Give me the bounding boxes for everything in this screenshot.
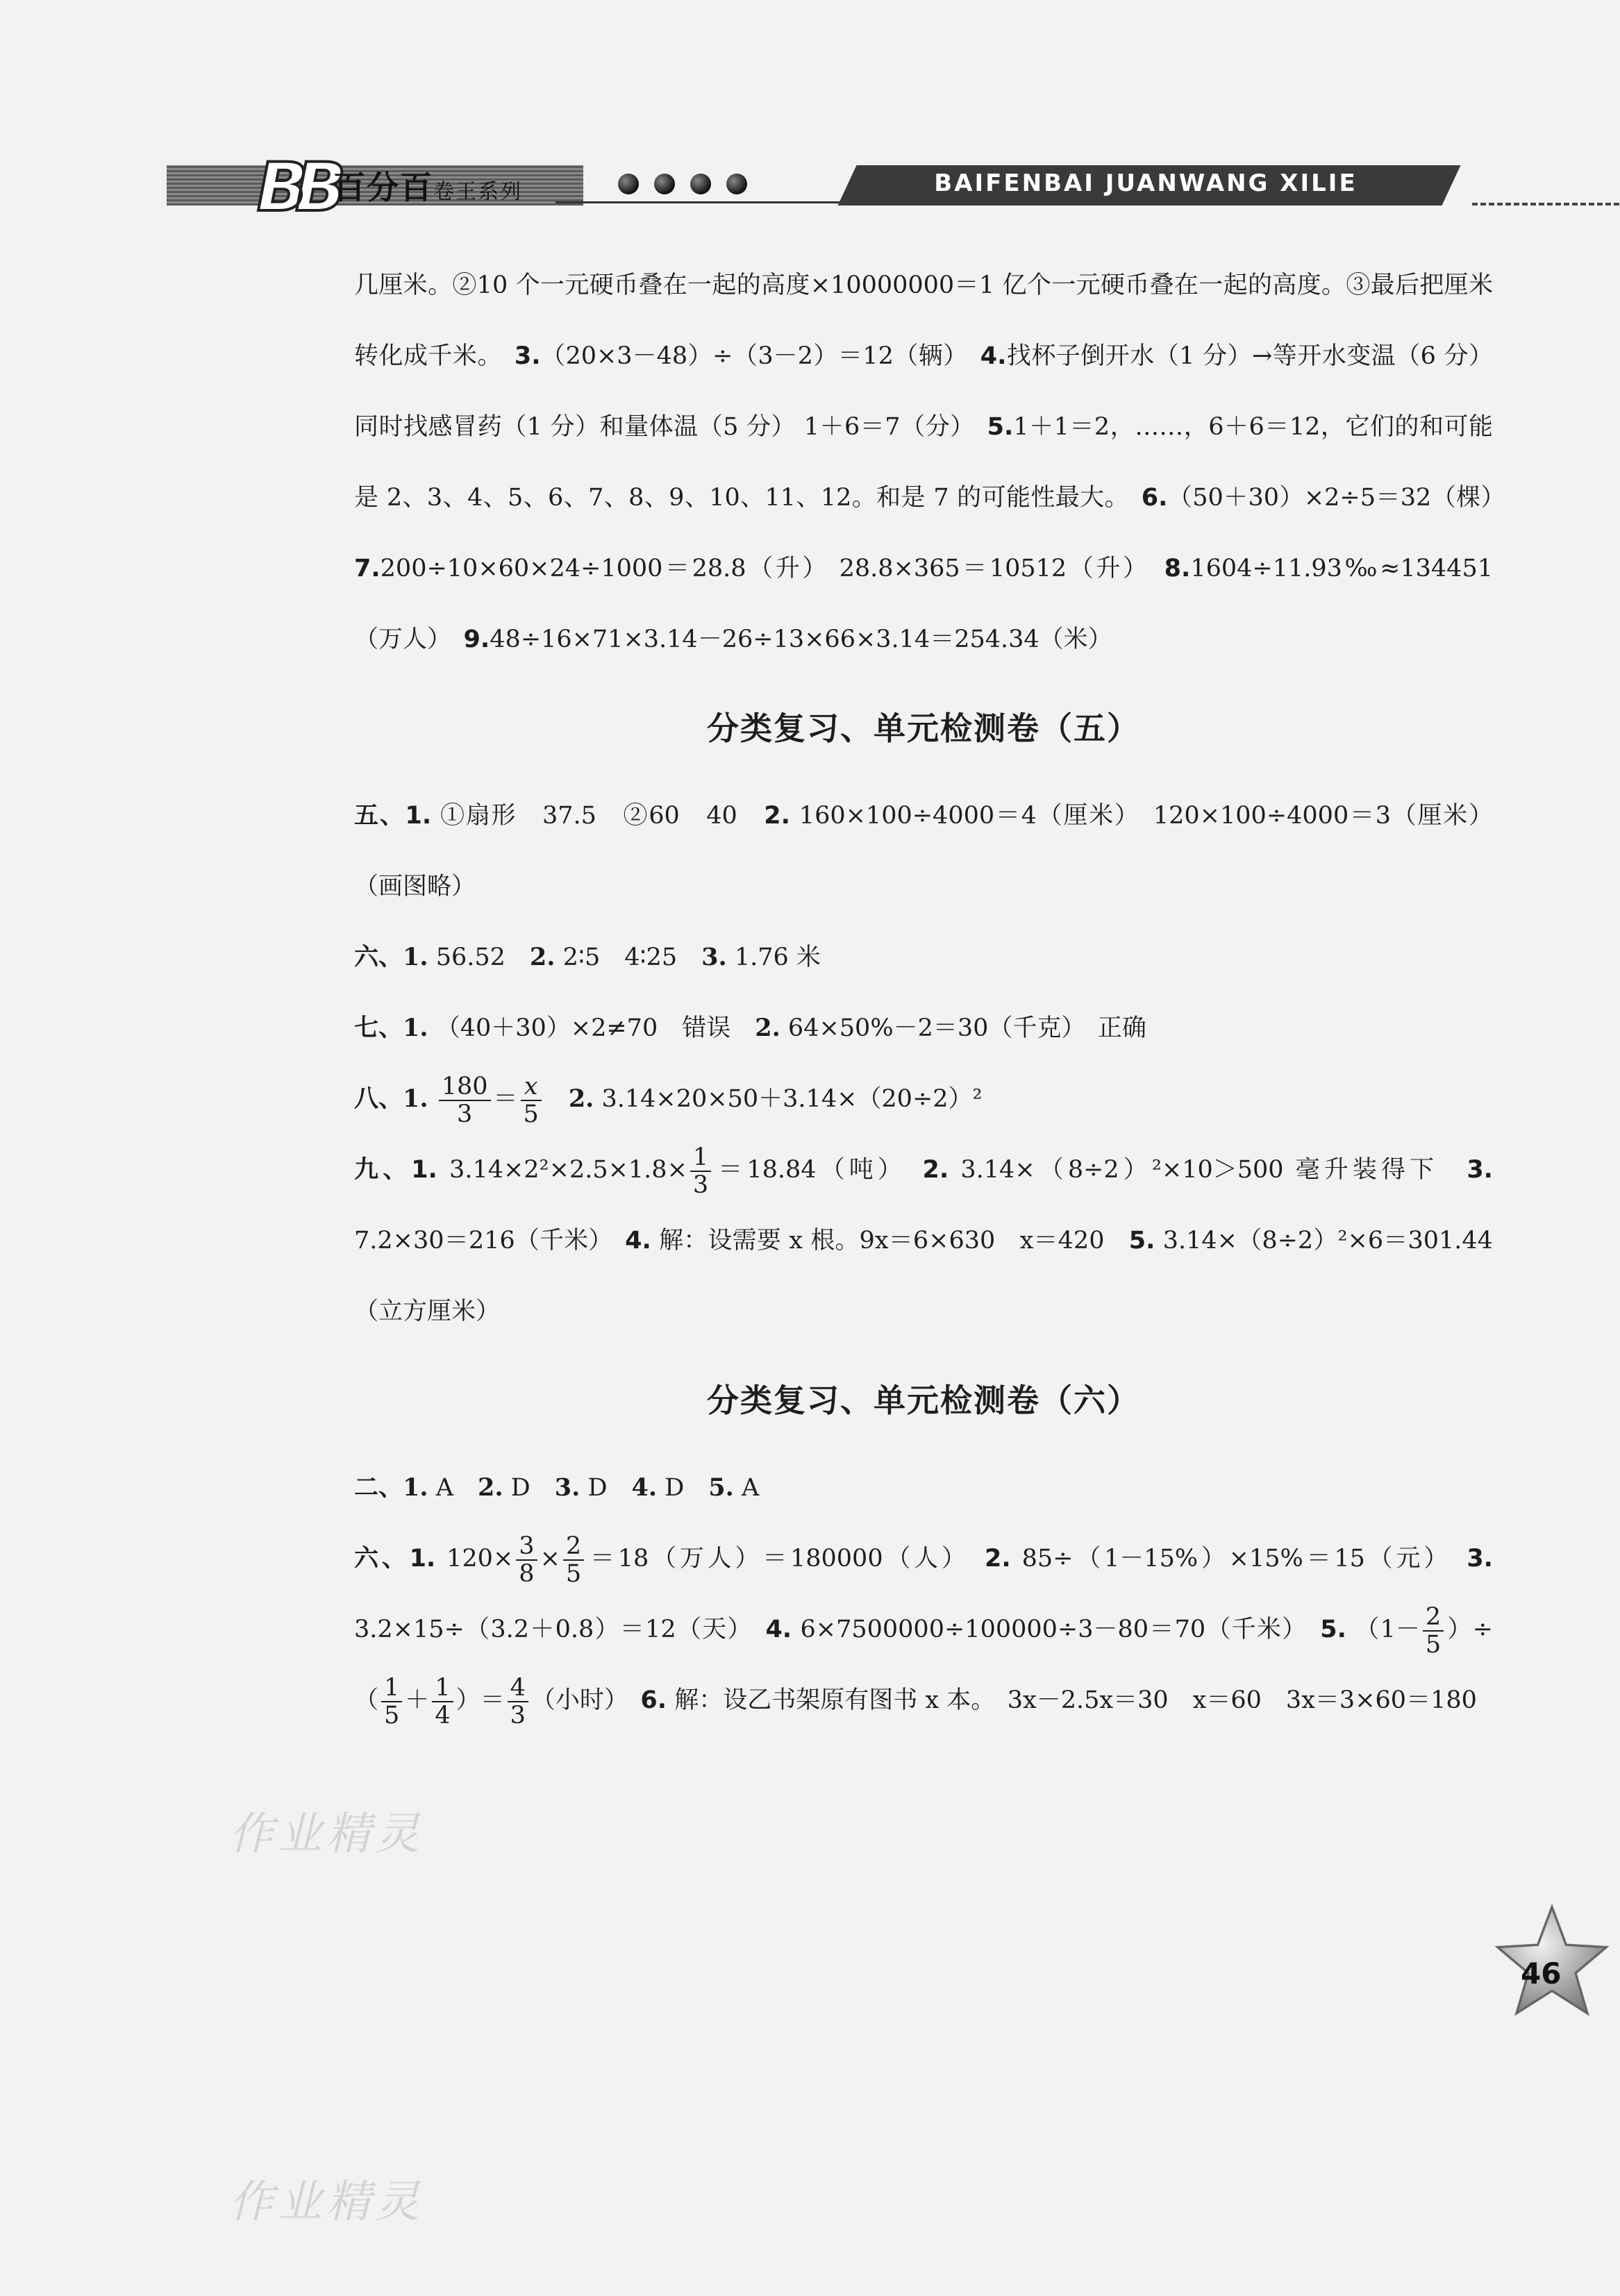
- watermark: 作业精灵: [229, 1809, 424, 1860]
- numerator: 2: [1423, 1604, 1444, 1632]
- item-number: 7.: [354, 555, 381, 583]
- answer-text: A: [435, 1474, 453, 1502]
- fraction: [521, 1073, 542, 1128]
- denominator: 5: [384, 1701, 400, 1729]
- numerator: 180: [439, 1073, 491, 1101]
- item-number: 6.: [640, 1686, 667, 1714]
- fraction: [690, 1144, 711, 1198]
- answer-text: 85÷（1－15%）×15%＝15（元）: [1021, 1545, 1439, 1573]
- answer-text: （1－: [1355, 1616, 1420, 1643]
- dot-icon: [690, 174, 711, 194]
- answer-row: [354, 922, 1493, 993]
- answer-text: （50＋30）×2÷5＝32（棵）: [1167, 484, 1493, 512]
- answer-text: A: [741, 1474, 760, 1502]
- answer-text: D: [510, 1474, 531, 1502]
- times-sign: ×: [540, 1545, 560, 1573]
- series-logo: BB: [257, 149, 334, 226]
- item-number: 2.: [755, 1014, 780, 1042]
- fraction: [381, 1675, 402, 1729]
- item-number: 2.: [477, 1473, 503, 1502]
- item-number: 2.: [985, 1545, 1011, 1573]
- row-label: 五、1.: [354, 802, 432, 830]
- answer-text: D: [587, 1474, 608, 1502]
- fraction: [432, 1675, 453, 1729]
- answer-text: ＝18（万人）＝180000（人）: [587, 1545, 958, 1573]
- answer-text: 3.14×（8÷2）²×10＞500 毫升装得下: [960, 1156, 1439, 1184]
- brand-name: 百分百: [333, 169, 433, 206]
- answer-text: （40＋30）×2≠70 错误: [435, 1014, 731, 1042]
- answer-text: 解：设乙书架原有图书 x 本。 3x－2.5x＝30 x＝60 3x＝3×60＝180: [674, 1686, 1477, 1714]
- denominator: 5: [565, 1559, 582, 1588]
- denominator: 3: [692, 1171, 709, 1199]
- numerator: 1: [432, 1675, 453, 1702]
- header-dots: [618, 174, 762, 197]
- item-number: 8.: [1164, 555, 1191, 583]
- header-dashed-rule: [1472, 203, 1620, 206]
- answer-text: 2∶5 4∶25: [562, 944, 678, 971]
- dot-icon: [726, 174, 747, 194]
- answer-text: ）÷（: [354, 1616, 1493, 1714]
- brand-title: [333, 162, 522, 208]
- answer-text: ①扇形 37.5 ②60 40: [440, 802, 737, 830]
- intro-text: 几厘米。②10 个一元硬币叠在一起的高度×10000000＝1 亿个一元硬币叠在一起的高度。③最后把厘米转化成千米。: [354, 271, 1493, 370]
- row-label: 八、1.: [354, 1084, 428, 1113]
- row-label: 九、1.: [354, 1156, 437, 1184]
- answer-row: [354, 993, 1493, 1064]
- answer-text: 1604÷11.93‰≈134451（万人）: [354, 555, 1493, 653]
- item-number: 9.: [463, 626, 490, 653]
- numerator: 1: [381, 1675, 402, 1702]
- fraction: [439, 1073, 491, 1128]
- answer-row: [354, 1064, 1493, 1134]
- numerator: 3: [516, 1533, 537, 1561]
- numerator: 1: [690, 1144, 711, 1172]
- section-title: 分类复习、单元检测卷（五）: [707, 710, 1140, 747]
- item-number: 5.: [708, 1473, 734, 1502]
- header-banner-text: BAIFENBAI JUANWANG XILIE: [934, 169, 1358, 197]
- answer-row: [354, 1452, 1493, 1523]
- answer-row: [354, 1523, 1493, 1736]
- dot-icon: [654, 174, 675, 194]
- answer-text: 1.76 米: [734, 944, 821, 971]
- plus-sign: ＋: [405, 1686, 430, 1714]
- answer-text: 7.2×30＝216（千米）: [354, 1227, 601, 1255]
- answer-text: 6×7500000÷100000÷3－80＝70（千米）: [800, 1616, 1295, 1643]
- equals: ＝: [493, 1085, 518, 1113]
- item-number: 6.: [1141, 484, 1168, 512]
- fraction: [508, 1675, 528, 1729]
- denominator: 4: [435, 1701, 451, 1729]
- answer-text: 3.2×15÷（3.2＋0.8）＝12（天）: [354, 1616, 741, 1643]
- item-number: 2.: [764, 802, 790, 830]
- answer-text: 56.52: [435, 944, 506, 971]
- brand-series: 卷王系列: [433, 180, 522, 204]
- item-number: 3.: [701, 943, 727, 971]
- item-number: 5.: [1320, 1616, 1346, 1643]
- denominator: 3: [510, 1701, 526, 1729]
- item-number: 4.: [631, 1473, 658, 1502]
- answer-text: 120×: [446, 1545, 514, 1573]
- item-number: 3.: [1467, 1545, 1493, 1573]
- denominator: 5: [1425, 1630, 1442, 1659]
- answer-text: 48÷16×71×3.14－26÷13×66×3.14＝254.34（米）: [490, 626, 1112, 653]
- section-title: 分类复习、单元检测卷（六）: [707, 1382, 1140, 1419]
- page-header: [167, 149, 1618, 226]
- item-number: 3.: [1467, 1156, 1493, 1184]
- intro-paragraph: [354, 250, 1493, 675]
- item-number: 2.: [529, 943, 556, 971]
- answer-text: 找杯子倒开水（1 分）→等开水变温（6 分）同时找感冒药（1 分）和量体温（5 分） 1＋6＝7（分）: [354, 342, 1493, 441]
- item-number: 4.: [625, 1227, 651, 1255]
- watermark: 作业精灵: [229, 2177, 424, 2228]
- item-number: 4.: [980, 342, 1007, 370]
- answer-row: [354, 1134, 1493, 1347]
- answer-text: 160×100÷4000＝4（厘米） 120×100÷4000＝3（厘米）（画图略）: [354, 802, 1493, 900]
- answer-text: 3.14×（8÷2）²×6＝301.44（立方厘米）: [354, 1227, 1493, 1325]
- answer-row: [354, 780, 1493, 922]
- item-number: 4.: [765, 1616, 792, 1643]
- item-number: 5.: [987, 413, 1014, 441]
- page-number: 46: [1521, 1956, 1562, 1991]
- numerator: x: [521, 1073, 542, 1101]
- answer-text: ＝18.84（吨）: [714, 1156, 894, 1184]
- fraction: [563, 1533, 584, 1587]
- row-label: 六、1.: [354, 943, 428, 971]
- answer-content: [354, 250, 1493, 1736]
- fraction: [1423, 1604, 1444, 1658]
- denominator: 8: [519, 1559, 535, 1588]
- answer-text: 3.14×20×50＋3.14×（20÷2）²: [601, 1085, 983, 1113]
- fraction: [516, 1533, 537, 1587]
- answer-text: ）＝: [456, 1686, 505, 1714]
- row-label: 二、1.: [354, 1473, 428, 1502]
- answer-text: （小时）: [531, 1686, 617, 1714]
- row-label: 七、1.: [354, 1014, 428, 1042]
- answer-text: 200÷10×60×24÷1000＝28.8（升） 28.8×365＝10512（升）: [380, 555, 1138, 583]
- answer-text: （20×3－48）÷（3－2）＝12（辆）: [540, 342, 956, 370]
- row-label: 六、1.: [354, 1545, 436, 1573]
- item-number: 3.: [514, 342, 541, 370]
- item-number: 2.: [922, 1156, 949, 1184]
- item-number: 2.: [568, 1084, 594, 1113]
- answer-text: 3.14×2²×2.5×1.8×: [449, 1156, 687, 1184]
- numerator: 2: [563, 1533, 584, 1561]
- dot-icon: [618, 174, 639, 194]
- item-number: 5.: [1128, 1227, 1155, 1255]
- answer-text: 1＋1＝2，……，6＋6＝12，它们的和可能是 2、3、4、5、6、7、8、9、10、11、12。和是 7 的可能性最大。: [354, 413, 1493, 512]
- answer-text: 64×50%－2＝30（千克） 正确: [787, 1014, 1146, 1042]
- denominator: 5: [523, 1100, 539, 1128]
- numerator: 4: [508, 1675, 528, 1702]
- answer-text: 解：设需要 x 根。9x＝6×630 x＝420: [659, 1227, 1105, 1255]
- answer-text: D: [665, 1474, 685, 1502]
- denominator: 3: [456, 1100, 473, 1128]
- item-number: 3.: [554, 1473, 581, 1502]
